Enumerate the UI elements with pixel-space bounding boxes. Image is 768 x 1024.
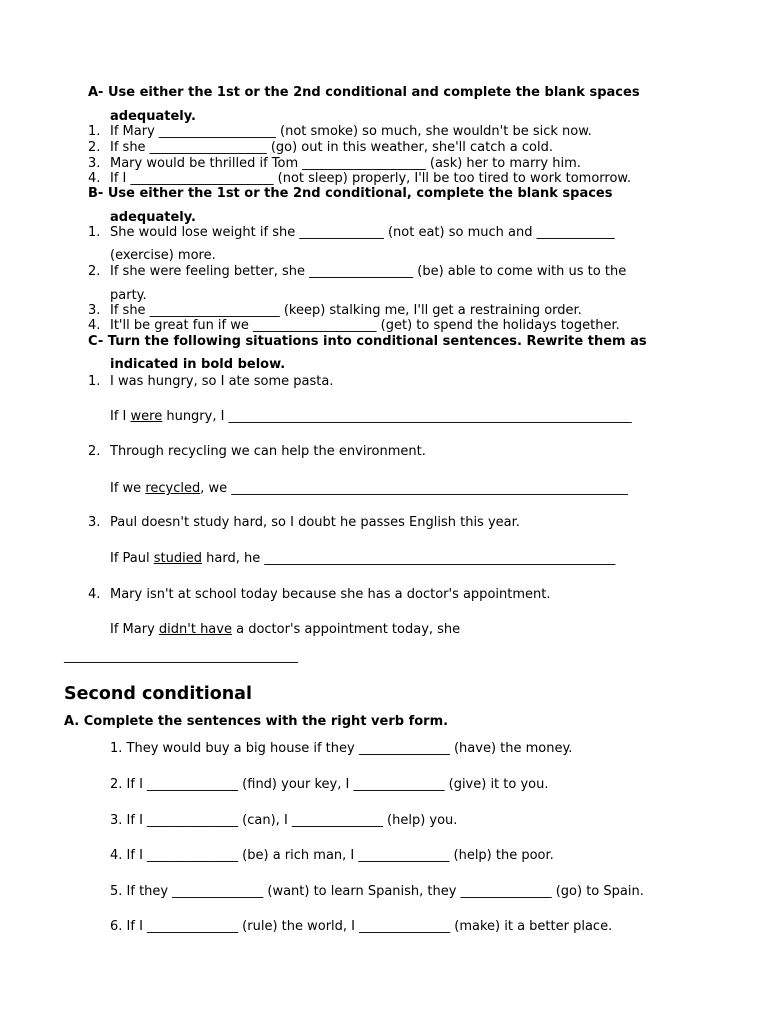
exercise-item: 1. They would buy a big house if they ______________ (have) the money. bbox=[110, 741, 573, 756]
section-b-heading-cont: adequately. bbox=[110, 210, 196, 225]
list-item-num: 2. bbox=[88, 444, 101, 459]
answer-line: If Paul studied hard, he ______________________________________________________ bbox=[110, 551, 616, 566]
list-item-num: 3. bbox=[88, 515, 101, 530]
section-c-heading: C- Turn the following situations into conditional sentences. Rewrite them as bbox=[88, 334, 647, 349]
list-item-num: 2. bbox=[88, 140, 101, 155]
list-item: Paul doesn't study hard, so I doubt he passes English this year. bbox=[110, 515, 520, 530]
section-subheading: A. Complete the sentences with the right verb form. bbox=[64, 714, 449, 729]
list-item-num: 4. bbox=[88, 318, 101, 333]
exercise-item: 4. If I ______________ (be) a rich man, I ______________ (help) the poor. bbox=[110, 848, 554, 863]
list-item: Through recycling we can help the environment. bbox=[110, 444, 426, 459]
list-item-num: 1. bbox=[88, 124, 101, 139]
list-item: If Mary __________________ (not smoke) so much, she wouldn't be sick now. bbox=[110, 124, 592, 139]
exercise-item: 3. If I ______________ (can), I ______________ (help) you. bbox=[110, 813, 458, 828]
section-title: Second conditional bbox=[64, 684, 252, 704]
list-item-num: 1. bbox=[88, 374, 101, 389]
answer-line: If Mary didn't have a doctor's appointment today, she bbox=[110, 622, 461, 637]
list-item-cont: (exercise) more. bbox=[110, 248, 216, 263]
section-a-heading-cont: adequately. bbox=[110, 109, 196, 124]
list-item: If she were feeling better, she ________________ (be) able to come with us to the bbox=[110, 264, 627, 279]
list-item: If I ______________________ (not sleep) properly, I'll be too tired to work tomorrow. bbox=[110, 171, 631, 186]
list-item: Mary would be thrilled if Tom ___________________ (ask) her to marry him. bbox=[110, 156, 581, 171]
list-item-num: 3. bbox=[88, 303, 101, 318]
list-item-num: 1. bbox=[88, 225, 101, 240]
section-b-heading: B- Use either the 1st or the 2nd conditional, complete the blank spaces bbox=[88, 186, 613, 201]
list-item: She would lose weight if she _____________ (not eat) so much and ____________ bbox=[110, 225, 615, 240]
list-item: If she __________________ (go) out in this weather, she'll catch a cold. bbox=[110, 140, 553, 155]
list-item-num: 4. bbox=[88, 587, 101, 602]
answer-line: If I were hungry, I ______________________________________________________________ bbox=[110, 409, 632, 424]
list-item-num: 3. bbox=[88, 156, 101, 171]
exercise-item: 6. If I ______________ (rule) the world, I ______________ (make) it a better place. bbox=[110, 919, 613, 934]
answer-blank: ____________________________________ bbox=[64, 649, 298, 664]
exercise-item: 2. If I ______________ (find) your key, I ______________ (give) it to you. bbox=[110, 777, 549, 792]
list-item: It'll be great fun if we ___________________ (get) to spend the holidays together. bbox=[110, 318, 620, 333]
list-item: If she ____________________ (keep) stalking me, I'll get a restraining order. bbox=[110, 303, 582, 318]
list-item-cont: party. bbox=[110, 288, 147, 303]
list-item-num: 2. bbox=[88, 264, 101, 279]
list-item-num: 4. bbox=[88, 171, 101, 186]
exercise-item: 5. If they ______________ (want) to learn Spanish, they ______________ (go) to Spain. bbox=[110, 884, 644, 899]
answer-line: If we recycled, we _____________________________________________________________ bbox=[110, 481, 628, 496]
list-item: I was hungry, so I ate some pasta. bbox=[110, 374, 334, 389]
section-a-heading: A- Use either the 1st or the 2nd conditional and complete the blank spaces bbox=[88, 85, 640, 100]
section-c-heading-cont: indicated in bold below. bbox=[110, 357, 286, 372]
list-item: Mary isn't at school today because she has a doctor's appointment. bbox=[110, 587, 551, 602]
